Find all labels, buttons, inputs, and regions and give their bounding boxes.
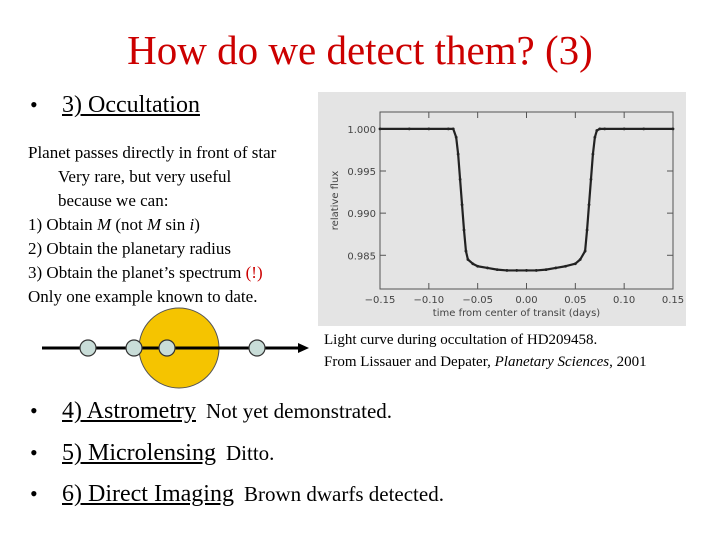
data-point bbox=[467, 258, 470, 261]
y-tick-label: 0.990 bbox=[347, 209, 376, 221]
data-point bbox=[592, 153, 595, 156]
data-point bbox=[584, 250, 587, 253]
light-curve-figure bbox=[318, 92, 686, 326]
method-row-astrometry bbox=[30, 398, 392, 425]
description-line: because we can: bbox=[58, 191, 169, 210]
data-point bbox=[427, 127, 430, 130]
occultation-heading-row bbox=[30, 92, 200, 119]
caption-line bbox=[324, 351, 716, 373]
exclamation-note: (!) bbox=[245, 263, 263, 282]
data-point bbox=[515, 269, 518, 272]
description-line: Planet passes directly in front of star bbox=[28, 143, 277, 162]
point-text: ) bbox=[194, 215, 200, 234]
data-point bbox=[486, 267, 489, 270]
data-point bbox=[603, 127, 606, 130]
data-point bbox=[554, 267, 557, 270]
point-label: 1) Obtain bbox=[28, 215, 93, 234]
point-text: (not bbox=[111, 215, 147, 234]
mass-symbol: M bbox=[96, 215, 112, 234]
bullet: • bbox=[30, 481, 38, 506]
figure-caption bbox=[324, 329, 716, 373]
data-point bbox=[447, 127, 450, 130]
slide-title: How do we detect them? (3) bbox=[127, 27, 593, 73]
occultation-link[interactable]: 3) Occultation bbox=[62, 92, 200, 118]
data-point bbox=[545, 268, 548, 271]
description-line bbox=[28, 213, 328, 237]
data-point bbox=[525, 269, 528, 272]
data-point bbox=[506, 269, 509, 272]
data-point bbox=[586, 229, 589, 232]
description-line: Only one example known to date. bbox=[28, 287, 258, 306]
y-axis-label: relative flux bbox=[330, 170, 341, 231]
method-row-microlensing bbox=[30, 440, 274, 467]
data-point bbox=[535, 269, 538, 272]
x-tick-label: 0.10 bbox=[613, 295, 636, 306]
x-tick-label: 0.05 bbox=[564, 295, 587, 306]
data-point bbox=[595, 129, 598, 132]
description-line: Very rare, but very useful bbox=[58, 167, 232, 186]
bullet: • bbox=[30, 398, 38, 423]
caption-line: Light curve during occultation of HD209458. bbox=[324, 332, 598, 348]
plot-frame bbox=[380, 112, 673, 289]
data-point bbox=[672, 127, 675, 130]
light-curve-plot bbox=[318, 92, 686, 326]
planet-icon bbox=[159, 340, 175, 356]
y-tick-label: 1.000 bbox=[347, 124, 376, 136]
method-note: Not yet demonstrated. bbox=[205, 399, 393, 423]
direct-imaging-link[interactable]: 6) Direct Imaging bbox=[62, 481, 234, 507]
data-point bbox=[574, 262, 577, 265]
data-point bbox=[642, 127, 645, 130]
data-point bbox=[461, 203, 464, 206]
method-note: Ditto. bbox=[225, 441, 275, 465]
light-curve-line bbox=[380, 129, 673, 271]
data-point bbox=[463, 229, 466, 232]
bullet: • bbox=[30, 440, 38, 465]
data-point bbox=[408, 127, 411, 130]
data-point bbox=[379, 127, 382, 130]
mass-symbol: M bbox=[147, 215, 162, 234]
data-point bbox=[476, 265, 479, 268]
x-tick-label: 0.15 bbox=[661, 295, 685, 306]
bullet: • bbox=[30, 92, 38, 117]
arrow-head-icon bbox=[298, 343, 309, 353]
data-point bbox=[598, 127, 601, 130]
point-text: sin bbox=[161, 215, 190, 234]
data-point bbox=[590, 178, 593, 181]
data-point bbox=[564, 265, 567, 268]
x-tick-label: 0.00 bbox=[515, 295, 538, 306]
data-point bbox=[623, 127, 626, 130]
astrometry-link[interactable]: 4) Astrometry bbox=[62, 398, 196, 424]
x-axis-label: time from center of transit (days) bbox=[432, 308, 601, 319]
data-point bbox=[465, 250, 468, 253]
x-tick-label: −0.10 bbox=[413, 295, 445, 306]
data-point bbox=[593, 136, 596, 139]
data-point bbox=[457, 153, 460, 156]
inclination-symbol: i bbox=[189, 215, 195, 234]
microlensing-link[interactable]: 5) Microlensing bbox=[62, 440, 216, 466]
book-title: Planetary Sciences bbox=[494, 354, 610, 370]
transit-diagram bbox=[30, 305, 330, 395]
occultation-description bbox=[28, 141, 328, 309]
caption-text: , 2001 bbox=[609, 354, 647, 370]
data-point bbox=[471, 262, 474, 265]
planet-icon bbox=[249, 340, 265, 356]
description-line: 2) Obtain the planetary radius bbox=[28, 239, 231, 258]
data-point bbox=[459, 178, 462, 181]
data-point bbox=[579, 258, 582, 261]
method-note: Brown dwarfs detected. bbox=[243, 482, 444, 506]
point-text: 3) Obtain the planet’s spectrum bbox=[28, 263, 246, 282]
planet-icon bbox=[80, 340, 96, 356]
planet-icon bbox=[126, 340, 142, 356]
data-point bbox=[452, 127, 455, 130]
y-tick-label: 0.995 bbox=[347, 167, 376, 178]
method-row-direct-imaging bbox=[30, 481, 444, 508]
x-tick-label: −0.15 bbox=[364, 295, 396, 306]
caption-text: From Lissauer and Depater, bbox=[324, 354, 495, 370]
data-point bbox=[588, 203, 591, 206]
data-point bbox=[496, 268, 499, 271]
y-tick-label: 0.985 bbox=[347, 251, 376, 263]
data-point bbox=[455, 136, 458, 139]
x-tick-label: −0.05 bbox=[462, 295, 493, 306]
description-line bbox=[28, 261, 328, 285]
